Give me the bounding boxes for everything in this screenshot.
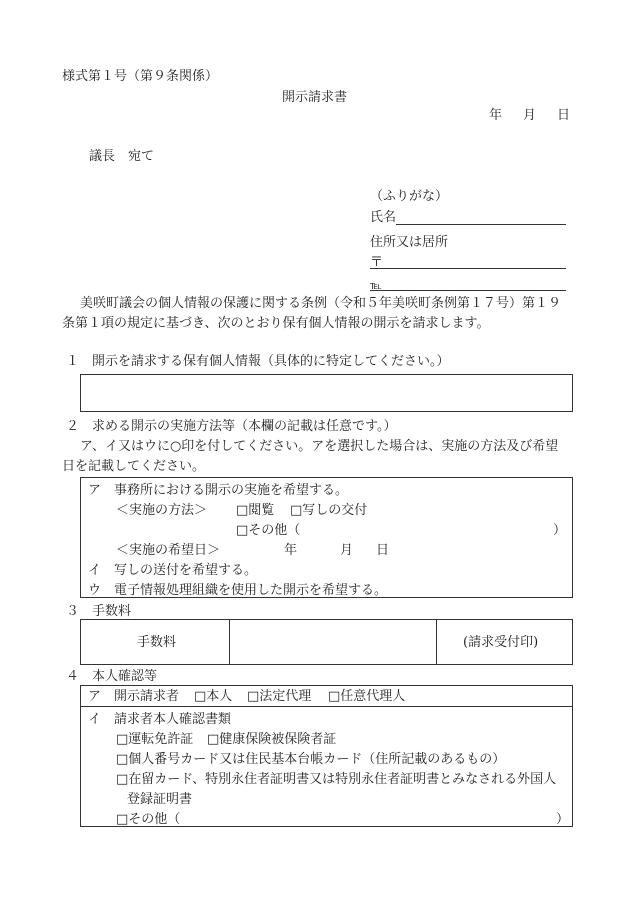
doc-other-checkbox[interactable]: □その他（ <box>116 812 181 827</box>
method-other-close: ） <box>553 523 567 538</box>
requester-self-checkbox[interactable]: □本人 <box>194 689 233 704</box>
section3-heading: ３ 手数料 <box>66 604 132 619</box>
method-other-checkbox[interactable]: □その他（ <box>236 523 301 538</box>
intro-line-2: 条第１項の規定に基づき、次のとおり保有個人情報の開示を請求します。 <box>62 316 490 331</box>
identity-divider <box>80 706 573 707</box>
date-year-label: 年 <box>489 108 503 123</box>
personal-info-field[interactable] <box>80 374 573 412</box>
requester-voluntary-checkbox[interactable]: □任意代理人 <box>328 689 406 704</box>
name-field[interactable] <box>396 224 566 225</box>
fee-amount-cell[interactable] <box>230 620 435 664</box>
tel-mark: ℡ <box>370 279 382 292</box>
date-day-label: 日 <box>557 108 571 123</box>
option-a[interactable]: ア 事務所における開示の実施を希望する。 <box>88 483 349 498</box>
date-month-label: 月 <box>523 108 537 123</box>
wish-date-month: 月 <box>340 543 354 558</box>
doc-residence-line-2: 登録証明書 <box>127 792 193 807</box>
section2-note-1: ア、イ又はウに○印を付してください。アを選択した場合は、実施の方法及び希望 <box>80 439 559 454</box>
doc-residence-checkbox[interactable]: □在留カード、特別永住者証明書又は特別永住者証明書とみなされる外国人 <box>116 772 557 787</box>
option-i[interactable]: イ 写しの送付を希望する。 <box>88 563 258 578</box>
requester-type-label: ア 開示請求者 <box>88 689 180 704</box>
identity-docs-label: イ 請求者本人確認書類 <box>88 712 232 727</box>
date-label: ＜実施の希望日＞ <box>116 543 221 558</box>
address-label: 住所又は居所 <box>370 235 449 250</box>
form-number: 様式第１号（第９条関係） <box>62 69 219 84</box>
doc-other-close: ） <box>556 812 570 827</box>
section4-heading: ４ 本人確認等 <box>66 669 158 684</box>
doc-insurance-checkbox[interactable]: □健康保険被保険者証 <box>207 732 337 747</box>
fee-label: 手数料 <box>137 635 177 650</box>
section2-heading: ２ 求める開示の実施方法等（本欄の記載は任意です。） <box>66 419 397 434</box>
section1-heading: １ 開示を請求する保有個人情報（具体的に特定してください。） <box>66 354 450 369</box>
method-view-checkbox[interactable]: □閲覧 <box>236 503 275 518</box>
intro-line-1: 美咲町議会の個人情報の保護に関する条例（令和５年美咲町条例第１７号）第１９ <box>80 296 562 311</box>
option-u[interactable]: ウ 電子情報処理組織を使用した開示を希望する。 <box>88 583 388 598</box>
method-copy-checkbox[interactable]: □写しの交付 <box>290 503 368 518</box>
doc-license-checkbox[interactable]: □運転免許証 <box>116 732 194 747</box>
doc-mynumber-checkbox[interactable]: □個人番号カード又は住民基本台帳カード（住所記載のあるもの） <box>116 752 506 767</box>
furigana-label: （ふりがな） <box>370 189 449 204</box>
method-label: ＜実施の方法＞ <box>116 503 208 518</box>
fee-divider-2 <box>436 619 437 665</box>
requester-legal-checkbox[interactable]: □法定代理 <box>247 689 312 704</box>
address-field[interactable] <box>370 268 566 269</box>
page-title: 開示請求書 <box>282 90 348 105</box>
name-label: 氏名 <box>370 210 397 225</box>
section2-note-2: 日を記載してください。 <box>62 459 206 474</box>
addressee: 議長 宛て <box>89 149 155 164</box>
wish-date-year: 年 <box>284 543 298 558</box>
tel-field[interactable] <box>370 290 566 291</box>
receipt-stamp-label: (請求受付印) <box>463 635 539 650</box>
postal-mark: 〒 <box>370 255 384 270</box>
wish-date-day: 日 <box>376 543 390 558</box>
